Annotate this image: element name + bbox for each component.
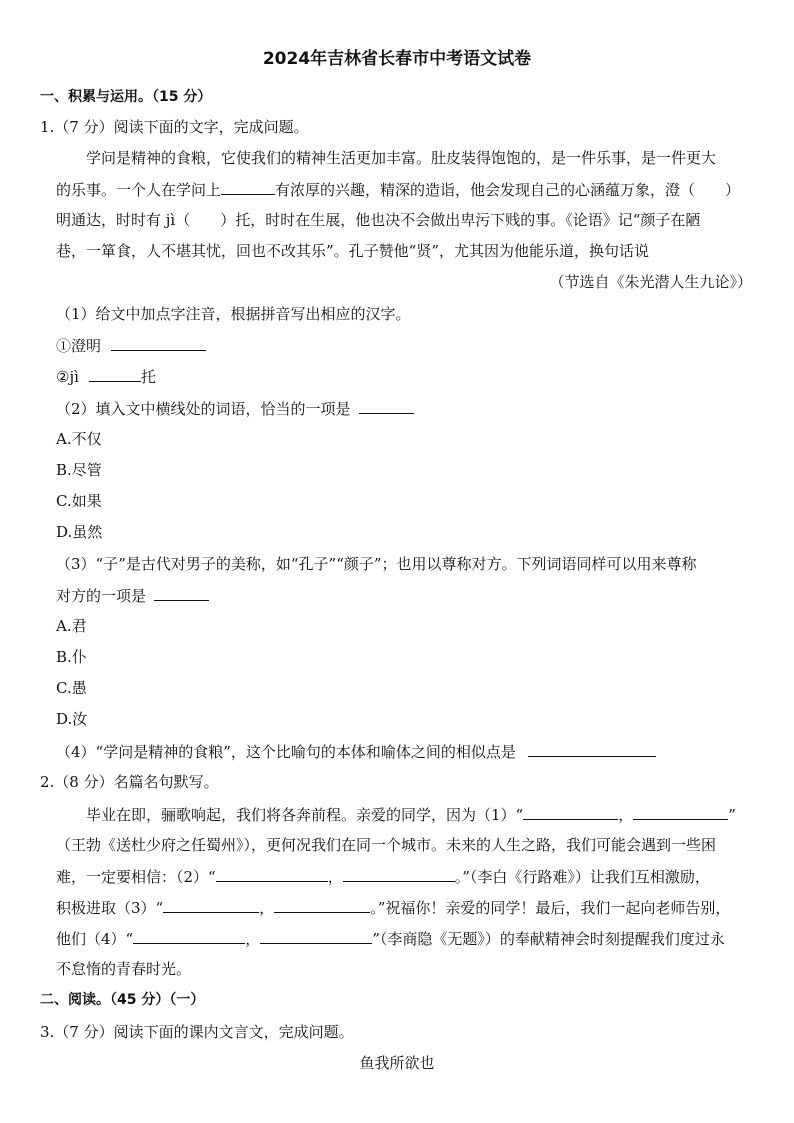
answer-blank[interactable] (633, 804, 728, 820)
text: 他们（4）“ (56, 930, 134, 948)
q1-passage-line-2 (56, 179, 740, 200)
q1-sub2-option-c[interactable]: C.如果 (56, 492, 102, 510)
section-2-heading: 二、阅读。（45 分）（一） (40, 992, 205, 1008)
text: 积极进取（3）“ (56, 899, 164, 917)
q2-line-5 (56, 928, 725, 949)
text: 明通达，时时有 jì（ (56, 211, 191, 229)
q1-sub4 (56, 741, 656, 762)
text: 。”祝福你！亲爱的同学！最后，我们一起向老师告别， (370, 899, 731, 917)
text: ， (245, 930, 261, 948)
answer-blank[interactable] (260, 928, 372, 944)
q3-stem: 3.（7 分）阅读下面的课内文言文，完成问题。 (40, 1023, 354, 1041)
q1-sub3-line-1: （3）“子”是古代对男子的美称，如“孔子”“颜子”；也用以尊称对方。下列词语同样可以用来尊称 (56, 555, 697, 573)
q1-passage-line-4: 巷，一箪食，人不堪其忧，回也不改其乐”。孔子赞他“贤”，尤其因为他能乐道，换句话说 (56, 242, 650, 260)
answer-blank[interactable] (359, 398, 414, 414)
text: 对方的一项是 (56, 587, 147, 605)
text: ）托，时时在生展，他也决不会做出卑污下贱的事。《论语》记“颜子在陋 (220, 211, 701, 229)
q1-passage-line-3 (56, 210, 700, 230)
text: ①澄明 (56, 337, 102, 355)
q1-sub3-option-c[interactable]: C.愚 (56, 679, 87, 697)
q2-line-3 (56, 866, 710, 887)
text: ”（李商隐《无题》）的奉献精神会时刻提醒我们度过永 (372, 930, 725, 948)
answer-blank[interactable] (523, 804, 618, 820)
text: 托 (140, 368, 156, 386)
text: 的乐事。一个人在学问上 (56, 181, 222, 199)
text: （2）填入文中横线处的词语，恰当的一项是 (56, 400, 351, 418)
q2-line-1 (86, 804, 736, 825)
answer-blank[interactable] (163, 897, 259, 913)
text: 。”（李白《行路难》）让我们互相激励， (454, 868, 710, 886)
text: 毕业在即，骊歌响起，我们将各奔前程。亲爱的同学，因为（1）“ (86, 806, 524, 824)
answer-blank[interactable] (274, 897, 370, 913)
text: 有浓厚的兴趣，精深的造诣，他会发现自己的心涵蕴万象，澄（ (275, 181, 696, 199)
text: ②jì (56, 368, 79, 386)
text: （4）“学问是精神的食粮”，这个比喻句的本体和喻体之间的相似点是 (56, 743, 516, 761)
q1-sub3-line-2 (56, 585, 209, 606)
q1-sub2-option-d[interactable]: D.虽然 (56, 523, 103, 541)
answer-blank[interactable] (111, 335, 206, 351)
q1-sub1: （1）给文中加点字注音，根据拼音写出相应的汉字。 (56, 305, 411, 323)
text: ” (728, 806, 736, 824)
page-title: 2024年吉林省长春市中考语文试卷 (262, 49, 532, 69)
q1-source: （节选自《朱光潜人生九论》） (549, 273, 752, 291)
q2-stem: 2.（8 分）名篇名句默写。 (40, 773, 219, 791)
answer-blank[interactable] (343, 866, 455, 882)
q2-line-2: （王勃《送杜少府之任蜀州》），更何况我们在同一个城市。未来的人生之路，我们可能会遇到一些困 (56, 836, 717, 854)
answer-blank[interactable] (528, 741, 656, 757)
q1-passage-line-1: 学问是精神的食粮，它使我们的精神生活更加丰富。肚皮装得饱饱的，是一件乐事，是一件更大 (86, 149, 717, 167)
answer-blank[interactable] (154, 585, 209, 601)
text: ） (725, 181, 741, 199)
q1-sub2 (56, 398, 414, 419)
q1-sub2-option-b[interactable]: B.尽管 (56, 461, 102, 479)
section-1-heading: 一、积累与运用。（15 分） (40, 89, 212, 105)
q1-sub2-option-a[interactable]: A.不仅 (56, 430, 102, 448)
q1-sub3-option-a[interactable]: A.君 (56, 617, 87, 635)
answer-blank[interactable] (221, 179, 275, 195)
q2-line-4 (56, 897, 730, 918)
q1-stem: 1.（7 分）阅读下面的文字，完成问题。 (40, 118, 309, 136)
answer-blank[interactable] (216, 866, 328, 882)
answer-blank[interactable] (89, 366, 141, 382)
passage-title: 鱼我所欲也 (359, 1054, 435, 1072)
answer-blank[interactable] (133, 928, 245, 944)
q1-sub1-a (56, 335, 206, 356)
text: ， (259, 899, 275, 917)
q1-sub1-b (56, 366, 156, 387)
text: ， (327, 868, 343, 886)
q1-sub3-option-d[interactable]: D.汝 (56, 710, 88, 728)
q1-sub3-option-b[interactable]: B.仆 (56, 648, 87, 666)
q2-line-6: 不怠惰的青春时光。 (56, 960, 192, 978)
text: ， (618, 806, 634, 824)
text: 难，一定要相信：（2）“ (56, 868, 216, 886)
